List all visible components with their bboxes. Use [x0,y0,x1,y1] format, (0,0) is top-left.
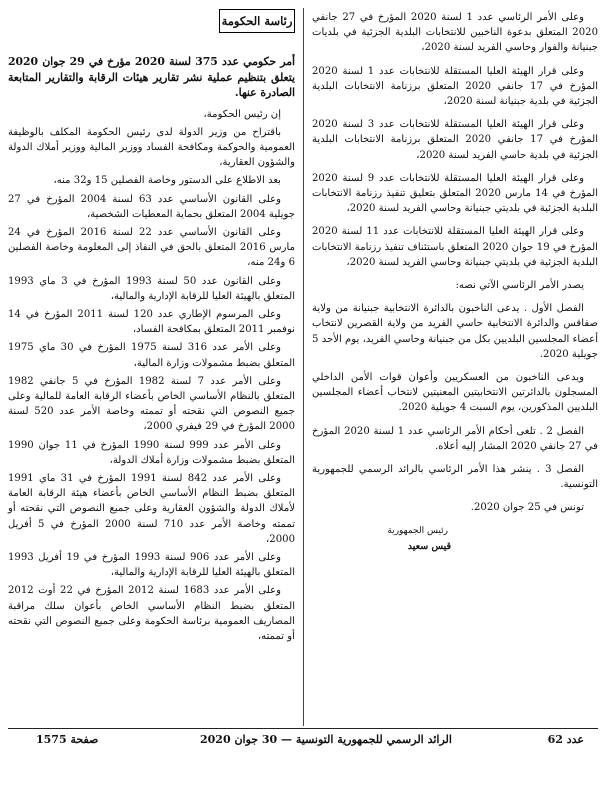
enactment-formula: يصدر الأمر الرئاسي الآتي نصه: [455,280,584,292]
citation-paragraph: وعلى الأمر الرئاسي عدد 1 لسنة 2020 المؤرخ في 27 جانفي 2020 المتعلق بدعوة الناخبين للانتخابات البلدية الجزئية في بلديات جبنيانة والفوار وحاسي الفريد لسنة 2020، [312,12,598,54]
journal-title: الرائد الرسمي للجمهورية التونسية — 30 جوان 2020 [200,733,452,746]
left-column [8,54,295,647]
proposal-paragraph: باقتراح من وزير الدولة لدى رئيس الحكومة المكلف بالوظيفة العمومية والحوكمة ومكافحة الفساد ووزير المالية ووزير أملاك الدولة والشؤون العقارية، [8,126,295,169]
citation-paragraph: وعلى القانون الأساسي عدد 22 لسنة 2016 المؤرخ في 24 مارس 2016 المتعلق بالحق في النفاذ إلى المعلومة وخاصة الفصلين 6 و24 منه، [8,226,295,269]
article-2: الفصل 2 . تلغى أحكام الأمر الرئاسي عدد 1 لسنة 2020 المؤرخ في 27 جانفي 2020 المشار إليه أعلاه. [312,425,598,452]
signature-role: رئيس الجمهورية [387,525,448,536]
citation-paragraph: وعلى قرار الهيئة العليا المستقلة للانتخابات عدد 3 لسنة 2020 المؤرخ في 17 جانفي 2020 المتعلق برزنامة الانتخابات البلدية الجزئية في بلدية حاسي الفريد لسنة 2020، [312,119,598,161]
citation-paragraph: وعلى قرار الهيئة العليا المستقلة للانتخابات عدد 11 لسنة 2020 المؤرخ في 19 جوان 2020 المتعلق باستئناف تنفيذ رزنامة الانتخابات البلدية الجزئية في بلديتي جبنيانة وحاسي الفريد لسنة 2020، [312,226,598,268]
page-number: صفحة 1575 [36,733,99,746]
preamble-opening: إن رئيس الحكومة، [203,108,281,120]
citation-paragraph: وعلى القانون الأساسي عدد 63 لسنة 2004 المؤرخ في 27 جويلية 2004 المتعلق بحماية المعطيات الشخصية، [8,193,295,220]
citation-paragraph: وعلى الأمر عدد 842 لسنة 1991 المؤرخ في 31 ماي 1991 المتعلق بضبط النظام الأساسي الخاص بأعضاء هيئة الرقابة العامة لأملاك الدولة والشؤون العقارية وعلى جميع النصوص التي نقحته أو تممته وخاصة الأمر عدد 710 لسنة 2000 المؤرخ في 5 أفريل 2000، [8,472,295,545]
citation-paragraph: وعلى القانون عدد 50 لسنة 1993 المؤرخ في 3 ماي 1993 المتعلق بالهيئة العليا للرقابة الإدارية والمالية، [8,275,295,302]
issue-number: عدد 62 [547,733,584,746]
right-column [312,10,598,554]
decree-title: أمر حكومي عدد 375 لسنة 2020 مؤرخ في 29 جوان 2020 يتعلق بتنظيم عملية نشر تقارير هيئات الرقابة والتقارير المتابعة الصادرة عنها. [8,55,295,99]
citation-paragraph: وعلى الأمر عدد 999 لسنة 1990 المؤرخ في 11 جوان 1990 المتعلق بضبط مشمولات وزارة أملاك الدولة، [8,439,295,466]
column-divider [303,8,304,726]
citation-paragraph: وعلى قرار الهيئة العليا المستقلة للانتخابات عدد 1 لسنة 2020 المؤرخ في 17 جانفي 2020 المتعلق برزنامة الانتخابات البلدية الجزئية في بلدية جبنيانة لسنة 2020، [312,65,598,108]
citation-paragraph: وعلى قرار الهيئة العليا المستقلة للانتخابات عدد 9 لسنة 2020 المؤرخ في 14 مارس 2020 المتعلق بتعليق تنفيذ رزنامة الانتخابات البلدية الجزئية في بلديتي جبنيانة وحاسي الفريد لسنة 2020، [312,172,598,215]
signing-date: تونس في 25 جوان 2020. [470,502,584,514]
article-3: الفصل 3 . ينشر هذا الأمر الرئاسي بالرائد الرسمي للجمهورية التونسية. [312,464,598,491]
citation-paragraph: وعلى الأمر عدد 1683 لسنة 2012 المؤرخ في 22 أوت 2012 المتعلق بضبط النظام الأساسي الخاص بأعوان سلك مراقبة المصاريف العمومية برئاسة الحكومة وعلى جميع النصوص التي نقحته أو تممته، [8,585,295,642]
footer-rule [8,728,598,729]
citation-paragraph: وعلى الأمر عدد 316 لسنة 1975 المؤرخ في 30 ماي 1975 المتعلق بضبط مشمولات وزارة المالية، [8,342,295,369]
article-1-continued: ويدعى الناخبون من العسكريين وأعوان قوات الأمن الداخلي المسجلون بالدائرتين الانتخابيتين المعنيتين لانتخاب أعضاء المجلسين البلديين المذكورين، يوم السبت 4 جويلية 2020. [312,372,598,414]
citation-paragraph: وعلى المرسوم الإطاري عدد 120 لسنة 2011 المؤرخ في 14 نوفمبر 2011 المتعلق بمكافحة الفساد، [8,308,295,336]
signature-name: قيس سعيد [407,540,451,552]
citation-paragraph: وعلى الأمر عدد 7 لسنة 1982 المؤرخ في 5 جانفي 1982 المتعلق بالنظام الأساسي الخاص بأعضاء الرقابة العامة للمالية وعلى جميع النصوص التي نقحته أو تممته وخاصة الأمر عدد 520 لسنة 2000 المؤرخ في 29 فيفري 2000، [8,375,295,433]
section-title: رئاسة الحكومة [219,9,295,33]
citation-paragraph: بعد الاطلاع على الدستور وخاصة الفصلين 15 و32 منه، [53,175,281,187]
article-1: الفصل الأول . يدعى الناخبون بالدائرة الانتخابية جبنيانة من ولاية صفاقس والدائرة الانتخابية حاسي الفريد من ولاية القصرين لانتخاب أعضاء المجلسين البلديين بكل من جبنيانة وحاسي الفريد، يوم الأحد 5 جويلية 2020. [312,303,598,360]
citation-paragraph: وعلى الأمر عدد 906 لسنة 1993 المؤرخ في 19 أفريل 1993 المتعلق بالهيئة العليا للرقابة الإدارية والمالية، [8,551,295,579]
